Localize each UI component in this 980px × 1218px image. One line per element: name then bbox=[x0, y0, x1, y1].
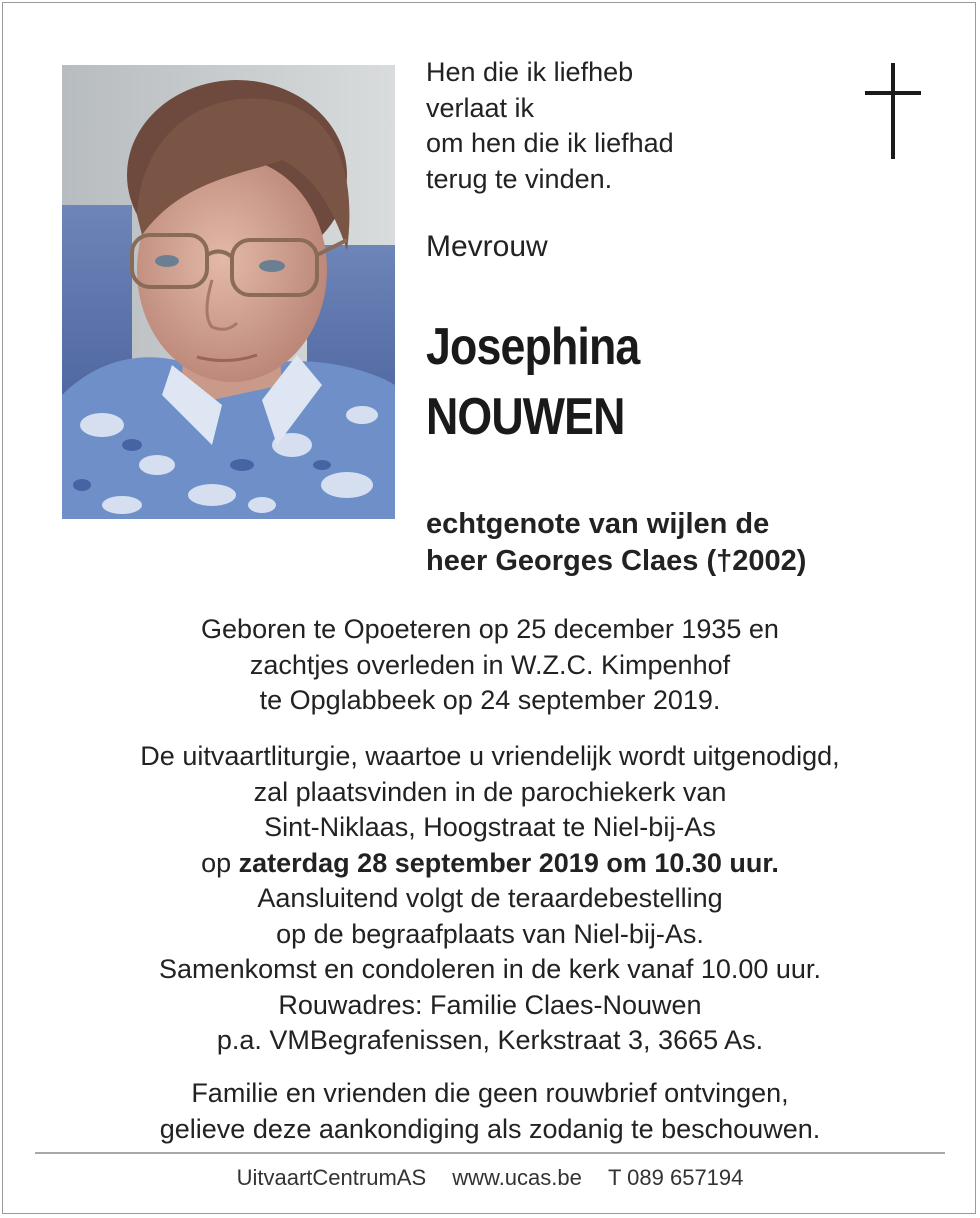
poem-line: om hen die ik liefhad bbox=[426, 128, 674, 158]
footer-divider bbox=[35, 1152, 945, 1154]
funeral-date: zaterdag 28 september 2019 om 10.30 uur. bbox=[238, 847, 779, 878]
poem-line: Hen die ik liefheb bbox=[426, 57, 634, 87]
funeral-line: De uitvaartliturgie, waartoe u vriendelijk wordt uitgenodigd, bbox=[140, 741, 840, 771]
funeral-date-prefix: op bbox=[201, 847, 232, 878]
funeral-line: zal plaatsvinden in de parochiekerk van bbox=[253, 776, 727, 807]
notice-line: Familie en vrienden die geen rouwbrief ontvingen, bbox=[191, 1078, 789, 1108]
notice bbox=[0, 1076, 980, 1147]
footer-company: UitvaartCentrumAS bbox=[236, 1165, 427, 1190]
birth-line: te Opglabbeek op 24 september 2019. bbox=[259, 685, 721, 715]
deceased-name bbox=[426, 312, 639, 452]
portrait-photo bbox=[62, 65, 395, 519]
funeral-line: op de begraafplaats van Niel-bij-As. bbox=[276, 918, 704, 949]
poem-line: verlaat ik bbox=[426, 92, 535, 123]
spouse-line: heer Georges Claes (†2002) bbox=[426, 545, 807, 577]
birth-line: zachtjes overleden in W.Z.C. Kimpenhof bbox=[249, 649, 731, 680]
birth-death-info bbox=[0, 612, 980, 719]
poem-line: terug te vinden. bbox=[426, 163, 613, 194]
footer bbox=[0, 1165, 980, 1191]
funeral-line: Sint-Niklaas, Hoogstraat te Niel-bij-As bbox=[264, 812, 716, 842]
first-name: Josephina bbox=[426, 318, 640, 376]
poem bbox=[426, 55, 674, 197]
salutation: Mevrouw bbox=[426, 230, 548, 263]
funeral-line: Rouwadres: Familie Claes-Nouwen bbox=[278, 989, 702, 1020]
spouse-info bbox=[426, 506, 806, 580]
funeral-line: Samenkomst en condoleren in de kerk vanaf 10.00 uur. bbox=[159, 954, 821, 984]
funeral-line: Aansluitend volgt de teraardebestelling bbox=[257, 883, 723, 913]
footer-website: www.ucas.be bbox=[452, 1165, 582, 1190]
footer-phone: T 089 657194 bbox=[608, 1165, 744, 1190]
cross-icon bbox=[865, 63, 921, 159]
funeral-info bbox=[0, 739, 980, 1059]
last-name: NOUWEN bbox=[426, 388, 625, 446]
spouse-line: echtgenote van wijlen de bbox=[426, 508, 770, 540]
funeral-date-line bbox=[0, 846, 980, 882]
funeral-line: p.a. VMBegrafenissen, Kerkstraat 3, 3665 As. bbox=[216, 1025, 764, 1055]
birth-line: Geboren te Opoeteren op 25 december 1935 en bbox=[201, 614, 779, 644]
notice-line: gelieve deze aankondiging als zodanig te beschouwen. bbox=[159, 1113, 821, 1144]
